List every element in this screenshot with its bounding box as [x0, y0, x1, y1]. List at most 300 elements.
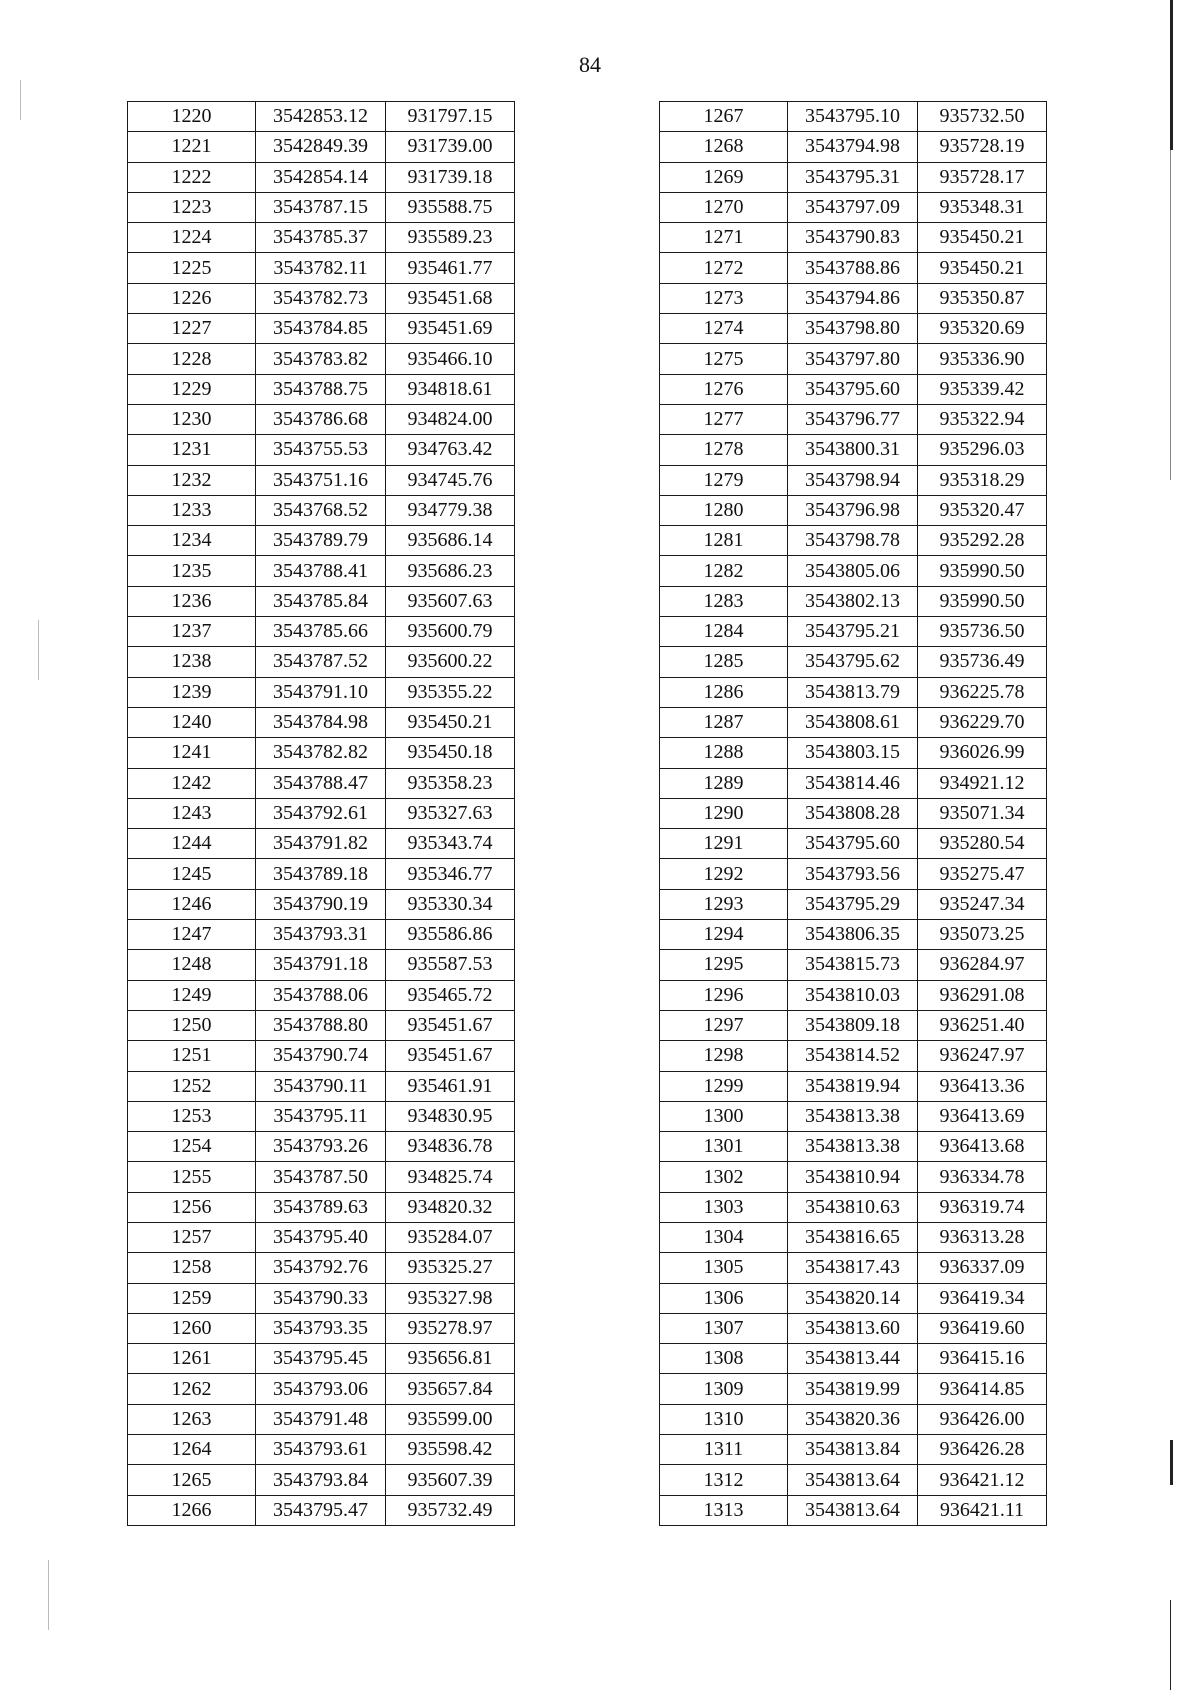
y-coordinate-cell: 935732.49: [386, 1495, 515, 1525]
table-row: [660, 1101, 1047, 1131]
point-number-cell: 1247: [128, 920, 256, 950]
y-coordinate-cell: 935278.97: [386, 1313, 515, 1343]
x-coordinate-cell: 3543784.98: [256, 707, 386, 737]
x-coordinate-cell: 3543797.09: [788, 192, 918, 222]
point-number-cell: 1261: [128, 1344, 256, 1374]
table-row: [660, 920, 1047, 950]
table-row: [128, 798, 515, 828]
y-coordinate-cell: 935284.07: [386, 1222, 515, 1252]
x-coordinate-cell: 3543814.52: [788, 1041, 918, 1071]
x-coordinate-cell: 3543788.06: [256, 980, 386, 1010]
table-row: [660, 223, 1047, 253]
table-row: [660, 1283, 1047, 1313]
y-coordinate-cell: 935318.29: [918, 465, 1047, 495]
x-coordinate-cell: 3543791.82: [256, 829, 386, 859]
y-coordinate-cell: 935325.27: [386, 1253, 515, 1283]
y-coordinate-cell: 935343.74: [386, 829, 515, 859]
point-number-cell: 1283: [660, 586, 788, 616]
point-number-cell: 1230: [128, 404, 256, 434]
point-number-cell: 1254: [128, 1132, 256, 1162]
y-coordinate-cell: 936247.97: [918, 1041, 1047, 1071]
y-coordinate-cell: 935589.23: [386, 223, 515, 253]
y-coordinate-cell: 935600.22: [386, 647, 515, 677]
table-row: [660, 859, 1047, 889]
point-number-cell: 1271: [660, 223, 788, 253]
y-coordinate-cell: 935339.42: [918, 374, 1047, 404]
y-coordinate-cell: 935586.86: [386, 920, 515, 950]
point-number-cell: 1228: [128, 344, 256, 374]
x-coordinate-cell: 3543792.61: [256, 798, 386, 828]
coordinates-table-right-body: [660, 102, 1047, 1526]
x-coordinate-cell: 3543797.80: [788, 344, 918, 374]
point-number-cell: 1259: [128, 1283, 256, 1313]
table-row: [660, 738, 1047, 768]
y-coordinate-cell: 935451.69: [386, 314, 515, 344]
x-coordinate-cell: 3543783.82: [256, 344, 386, 374]
x-coordinate-cell: 3542853.12: [256, 102, 386, 132]
point-number-cell: 1235: [128, 556, 256, 586]
table-row: [128, 1162, 515, 1192]
y-coordinate-cell: 935657.84: [386, 1374, 515, 1404]
point-number-cell: 1293: [660, 889, 788, 919]
y-coordinate-cell: 935587.53: [386, 950, 515, 980]
y-coordinate-cell: 936421.11: [918, 1495, 1047, 1525]
x-coordinate-cell: 3543784.85: [256, 314, 386, 344]
y-coordinate-cell: 936413.69: [918, 1101, 1047, 1131]
y-coordinate-cell: 934763.42: [386, 435, 515, 465]
table-row: [660, 950, 1047, 980]
x-coordinate-cell: 3543793.61: [256, 1435, 386, 1465]
point-number-cell: 1237: [128, 617, 256, 647]
table-row: [128, 1344, 515, 1374]
x-coordinate-cell: 3543814.46: [788, 768, 918, 798]
point-number-cell: 1242: [128, 768, 256, 798]
y-coordinate-cell: 935736.50: [918, 617, 1047, 647]
point-number-cell: 1253: [128, 1101, 256, 1131]
x-coordinate-cell: 3543790.19: [256, 889, 386, 919]
table-row: [128, 435, 515, 465]
point-number-cell: 1308: [660, 1344, 788, 1374]
x-coordinate-cell: 3543795.60: [788, 374, 918, 404]
table-row: [660, 647, 1047, 677]
point-number-cell: 1222: [128, 162, 256, 192]
y-coordinate-cell: 935990.50: [918, 586, 1047, 616]
table-row: [128, 768, 515, 798]
x-coordinate-cell: 3543788.47: [256, 768, 386, 798]
point-number-cell: 1294: [660, 920, 788, 950]
point-number-cell: 1224: [128, 223, 256, 253]
y-coordinate-cell: 935071.34: [918, 798, 1047, 828]
table-row: [660, 889, 1047, 919]
y-coordinate-cell: 935322.94: [918, 404, 1047, 434]
point-number-cell: 1236: [128, 586, 256, 616]
y-coordinate-cell: 935686.23: [386, 556, 515, 586]
point-number-cell: 1288: [660, 738, 788, 768]
table-row: [660, 1313, 1047, 1343]
y-coordinate-cell: 935656.81: [386, 1344, 515, 1374]
x-coordinate-cell: 3543787.52: [256, 647, 386, 677]
x-coordinate-cell: 3543787.15: [256, 192, 386, 222]
x-coordinate-cell: 3543788.41: [256, 556, 386, 586]
point-number-cell: 1240: [128, 707, 256, 737]
x-coordinate-cell: 3543795.11: [256, 1101, 386, 1131]
y-coordinate-cell: 934820.32: [386, 1192, 515, 1222]
point-number-cell: 1276: [660, 374, 788, 404]
y-coordinate-cell: 935466.10: [386, 344, 515, 374]
table-row: [128, 1404, 515, 1434]
point-number-cell: 1264: [128, 1435, 256, 1465]
point-number-cell: 1274: [660, 314, 788, 344]
table-row: [660, 1495, 1047, 1525]
point-number-cell: 1220: [128, 102, 256, 132]
x-coordinate-cell: 3543786.68: [256, 404, 386, 434]
y-coordinate-cell: 934825.74: [386, 1162, 515, 1192]
table-row: [660, 283, 1047, 313]
table-row: [660, 314, 1047, 344]
y-coordinate-cell: 935320.69: [918, 314, 1047, 344]
point-number-cell: 1291: [660, 829, 788, 859]
y-coordinate-cell: 936413.68: [918, 1132, 1047, 1162]
x-coordinate-cell: 3543813.38: [788, 1132, 918, 1162]
y-coordinate-cell: 935728.19: [918, 132, 1047, 162]
table-row: [660, 980, 1047, 1010]
table-row: [128, 132, 515, 162]
x-coordinate-cell: 3543790.11: [256, 1071, 386, 1101]
point-number-cell: 1275: [660, 344, 788, 374]
point-number-cell: 1270: [660, 192, 788, 222]
scan-edge-line: [1170, 150, 1171, 480]
x-coordinate-cell: 3543810.63: [788, 1192, 918, 1222]
y-coordinate-cell: 935588.75: [386, 192, 515, 222]
table-row: [660, 586, 1047, 616]
x-coordinate-cell: 3543768.52: [256, 495, 386, 525]
y-coordinate-cell: 935358.23: [386, 768, 515, 798]
point-number-cell: 1241: [128, 738, 256, 768]
table-row: [128, 1435, 515, 1465]
table-row: [128, 102, 515, 132]
y-coordinate-cell: 935607.63: [386, 586, 515, 616]
x-coordinate-cell: 3543793.31: [256, 920, 386, 950]
x-coordinate-cell: 3543785.37: [256, 223, 386, 253]
scan-edge-line: [1170, 0, 1173, 150]
point-number-cell: 1297: [660, 1010, 788, 1040]
point-number-cell: 1305: [660, 1253, 788, 1283]
y-coordinate-cell: 934830.95: [386, 1101, 515, 1131]
y-coordinate-cell: 936251.40: [918, 1010, 1047, 1040]
x-coordinate-cell: 3543798.94: [788, 465, 918, 495]
scan-edge-line: [1170, 1600, 1171, 1690]
point-number-cell: 1295: [660, 950, 788, 980]
table-row: [128, 404, 515, 434]
y-coordinate-cell: 936421.12: [918, 1465, 1047, 1495]
x-coordinate-cell: 3543813.64: [788, 1495, 918, 1525]
point-number-cell: 1248: [128, 950, 256, 980]
scan-margin-speck: [38, 620, 39, 680]
x-coordinate-cell: 3543789.79: [256, 526, 386, 556]
x-coordinate-cell: 3543793.84: [256, 1465, 386, 1495]
x-coordinate-cell: 3543809.18: [788, 1010, 918, 1040]
table-row: [128, 1192, 515, 1222]
x-coordinate-cell: 3543798.78: [788, 526, 918, 556]
y-coordinate-cell: 934745.76: [386, 465, 515, 495]
table-row: [128, 617, 515, 647]
point-number-cell: 1284: [660, 617, 788, 647]
point-number-cell: 1292: [660, 859, 788, 889]
point-number-cell: 1296: [660, 980, 788, 1010]
y-coordinate-cell: 935461.77: [386, 253, 515, 283]
y-coordinate-cell: 935320.47: [918, 495, 1047, 525]
point-number-cell: 1221: [128, 132, 256, 162]
y-coordinate-cell: 935247.34: [918, 889, 1047, 919]
point-number-cell: 1267: [660, 102, 788, 132]
x-coordinate-cell: 3543788.80: [256, 1010, 386, 1040]
table-row: [660, 617, 1047, 647]
table-row: [128, 1313, 515, 1343]
y-coordinate-cell: 935336.90: [918, 344, 1047, 374]
point-number-cell: 1290: [660, 798, 788, 828]
point-number-cell: 1245: [128, 859, 256, 889]
point-number-cell: 1250: [128, 1010, 256, 1040]
table-row: [660, 162, 1047, 192]
x-coordinate-cell: 3543795.40: [256, 1222, 386, 1252]
y-coordinate-cell: 936419.34: [918, 1283, 1047, 1313]
y-coordinate-cell: 934824.00: [386, 404, 515, 434]
point-number-cell: 1263: [128, 1404, 256, 1434]
point-number-cell: 1278: [660, 435, 788, 465]
x-coordinate-cell: 3543782.82: [256, 738, 386, 768]
x-coordinate-cell: 3543803.15: [788, 738, 918, 768]
table-row: [660, 1132, 1047, 1162]
x-coordinate-cell: 3543782.73: [256, 283, 386, 313]
table-row: [128, 374, 515, 404]
point-number-cell: 1279: [660, 465, 788, 495]
table-row: [660, 768, 1047, 798]
point-number-cell: 1232: [128, 465, 256, 495]
point-number-cell: 1244: [128, 829, 256, 859]
y-coordinate-cell: 935450.21: [918, 253, 1047, 283]
y-coordinate-cell: 935607.39: [386, 1465, 515, 1495]
table-row: [660, 1192, 1047, 1222]
point-number-cell: 1257: [128, 1222, 256, 1252]
table-row: [660, 798, 1047, 828]
y-coordinate-cell: 935599.00: [386, 1404, 515, 1434]
table-row: [128, 344, 515, 374]
x-coordinate-cell: 3543791.18: [256, 950, 386, 980]
table-row: [128, 314, 515, 344]
table-row: [660, 1253, 1047, 1283]
y-coordinate-cell: 935348.31: [918, 192, 1047, 222]
table-row: [660, 1162, 1047, 1192]
y-coordinate-cell: 935327.98: [386, 1283, 515, 1313]
y-coordinate-cell: 936426.00: [918, 1404, 1047, 1434]
y-coordinate-cell: 936419.60: [918, 1313, 1047, 1343]
y-coordinate-cell: 935600.79: [386, 617, 515, 647]
y-coordinate-cell: 935461.91: [386, 1071, 515, 1101]
x-coordinate-cell: 3543819.99: [788, 1374, 918, 1404]
y-coordinate-cell: 935450.18: [386, 738, 515, 768]
table-row: [128, 1495, 515, 1525]
coordinates-table-right: [659, 101, 1047, 1526]
point-number-cell: 1238: [128, 647, 256, 677]
point-number-cell: 1269: [660, 162, 788, 192]
y-coordinate-cell: 936414.85: [918, 1374, 1047, 1404]
point-number-cell: 1239: [128, 677, 256, 707]
point-number-cell: 1277: [660, 404, 788, 434]
table-row: [128, 1101, 515, 1131]
x-coordinate-cell: 3543813.60: [788, 1313, 918, 1343]
table-row: [128, 829, 515, 859]
x-coordinate-cell: 3543808.61: [788, 707, 918, 737]
x-coordinate-cell: 3543789.18: [256, 859, 386, 889]
y-coordinate-cell: 935990.50: [918, 556, 1047, 586]
point-number-cell: 1282: [660, 556, 788, 586]
x-coordinate-cell: 3543793.06: [256, 1374, 386, 1404]
x-coordinate-cell: 3543751.16: [256, 465, 386, 495]
x-coordinate-cell: 3543798.80: [788, 314, 918, 344]
x-coordinate-cell: 3543820.14: [788, 1283, 918, 1313]
table-row: [660, 1041, 1047, 1071]
table-row: [660, 677, 1047, 707]
table-row: [128, 647, 515, 677]
point-number-cell: 1287: [660, 707, 788, 737]
x-coordinate-cell: 3543805.06: [788, 556, 918, 586]
table-row: [660, 1010, 1047, 1040]
coordinates-table-left: [127, 101, 515, 1526]
y-coordinate-cell: 935728.17: [918, 162, 1047, 192]
y-coordinate-cell: 936319.74: [918, 1192, 1047, 1222]
x-coordinate-cell: 3543800.31: [788, 435, 918, 465]
x-coordinate-cell: 3543793.26: [256, 1132, 386, 1162]
y-coordinate-cell: 935465.72: [386, 980, 515, 1010]
x-coordinate-cell: 3543794.86: [788, 283, 918, 313]
y-coordinate-cell: 935451.68: [386, 283, 515, 313]
x-coordinate-cell: 3543790.74: [256, 1041, 386, 1071]
table-row: [660, 1344, 1047, 1374]
table-row: [660, 344, 1047, 374]
point-number-cell: 1234: [128, 526, 256, 556]
table-row: [660, 253, 1047, 283]
table-row: [128, 1071, 515, 1101]
table-row: [128, 859, 515, 889]
point-number-cell: 1266: [128, 1495, 256, 1525]
y-coordinate-cell: 936284.97: [918, 950, 1047, 980]
table-row: [128, 950, 515, 980]
point-number-cell: 1229: [128, 374, 256, 404]
table-row: [128, 980, 515, 1010]
point-number-cell: 1289: [660, 768, 788, 798]
point-number-cell: 1300: [660, 1101, 788, 1131]
point-number-cell: 1273: [660, 283, 788, 313]
y-coordinate-cell: 935346.77: [386, 859, 515, 889]
x-coordinate-cell: 3543813.44: [788, 1344, 918, 1374]
x-coordinate-cell: 3543795.29: [788, 889, 918, 919]
point-number-cell: 1262: [128, 1374, 256, 1404]
x-coordinate-cell: 3543795.21: [788, 617, 918, 647]
y-coordinate-cell: 935330.34: [386, 889, 515, 919]
x-coordinate-cell: 3543795.31: [788, 162, 918, 192]
table-row: [660, 495, 1047, 525]
point-number-cell: 1280: [660, 495, 788, 525]
table-row: [128, 677, 515, 707]
y-coordinate-cell: 935736.49: [918, 647, 1047, 677]
table-row: [660, 1465, 1047, 1495]
y-coordinate-cell: 934836.78: [386, 1132, 515, 1162]
x-coordinate-cell: 3543810.94: [788, 1162, 918, 1192]
point-number-cell: 1286: [660, 677, 788, 707]
x-coordinate-cell: 3543813.38: [788, 1101, 918, 1131]
table-row: [128, 526, 515, 556]
x-coordinate-cell: 3543796.98: [788, 495, 918, 525]
point-number-cell: 1233: [128, 495, 256, 525]
point-number-cell: 1246: [128, 889, 256, 919]
x-coordinate-cell: 3543790.33: [256, 1283, 386, 1313]
point-number-cell: 1272: [660, 253, 788, 283]
x-coordinate-cell: 3543813.84: [788, 1435, 918, 1465]
x-coordinate-cell: 3543810.03: [788, 980, 918, 1010]
y-coordinate-cell: 936229.70: [918, 707, 1047, 737]
table-row: [128, 1010, 515, 1040]
table-row: [660, 404, 1047, 434]
x-coordinate-cell: 3543817.43: [788, 1253, 918, 1283]
table-row: [128, 920, 515, 950]
x-coordinate-cell: 3543795.47: [256, 1495, 386, 1525]
table-row: [660, 1435, 1047, 1465]
point-number-cell: 1260: [128, 1313, 256, 1343]
y-coordinate-cell: 931739.18: [386, 162, 515, 192]
table-row: [128, 1041, 515, 1071]
point-number-cell: 1231: [128, 435, 256, 465]
y-coordinate-cell: 936334.78: [918, 1162, 1047, 1192]
table-row: [128, 1283, 515, 1313]
y-coordinate-cell: 935350.87: [918, 283, 1047, 313]
point-number-cell: 1249: [128, 980, 256, 1010]
scan-margin-speck: [48, 1560, 49, 1630]
table-row: [660, 1222, 1047, 1252]
table-row: [128, 1465, 515, 1495]
point-number-cell: 1304: [660, 1222, 788, 1252]
point-number-cell: 1312: [660, 1465, 788, 1495]
y-coordinate-cell: 931797.15: [386, 102, 515, 132]
y-coordinate-cell: 935073.25: [918, 920, 1047, 950]
table-row: [660, 1071, 1047, 1101]
y-coordinate-cell: 934779.38: [386, 495, 515, 525]
table-row: [128, 707, 515, 737]
y-coordinate-cell: 936426.28: [918, 1435, 1047, 1465]
point-number-cell: 1310: [660, 1404, 788, 1434]
x-coordinate-cell: 3543795.62: [788, 647, 918, 677]
x-coordinate-cell: 3543792.76: [256, 1253, 386, 1283]
point-number-cell: 1243: [128, 798, 256, 828]
y-coordinate-cell: 935450.21: [386, 707, 515, 737]
table-row: [660, 1404, 1047, 1434]
table-row: [128, 1132, 515, 1162]
x-coordinate-cell: 3543796.77: [788, 404, 918, 434]
point-number-cell: 1309: [660, 1374, 788, 1404]
scan-margin-speck: [20, 80, 21, 120]
y-coordinate-cell: 936225.78: [918, 677, 1047, 707]
x-coordinate-cell: 3543795.60: [788, 829, 918, 859]
table-row: [660, 465, 1047, 495]
x-coordinate-cell: 3543813.64: [788, 1465, 918, 1495]
y-coordinate-cell: 935327.63: [386, 798, 515, 828]
x-coordinate-cell: 3543795.10: [788, 102, 918, 132]
coordinates-table-left-body: [128, 102, 515, 1526]
x-coordinate-cell: 3542854.14: [256, 162, 386, 192]
y-coordinate-cell: 935686.14: [386, 526, 515, 556]
table-row: [660, 1374, 1047, 1404]
table-row: [660, 132, 1047, 162]
table-row: [128, 495, 515, 525]
